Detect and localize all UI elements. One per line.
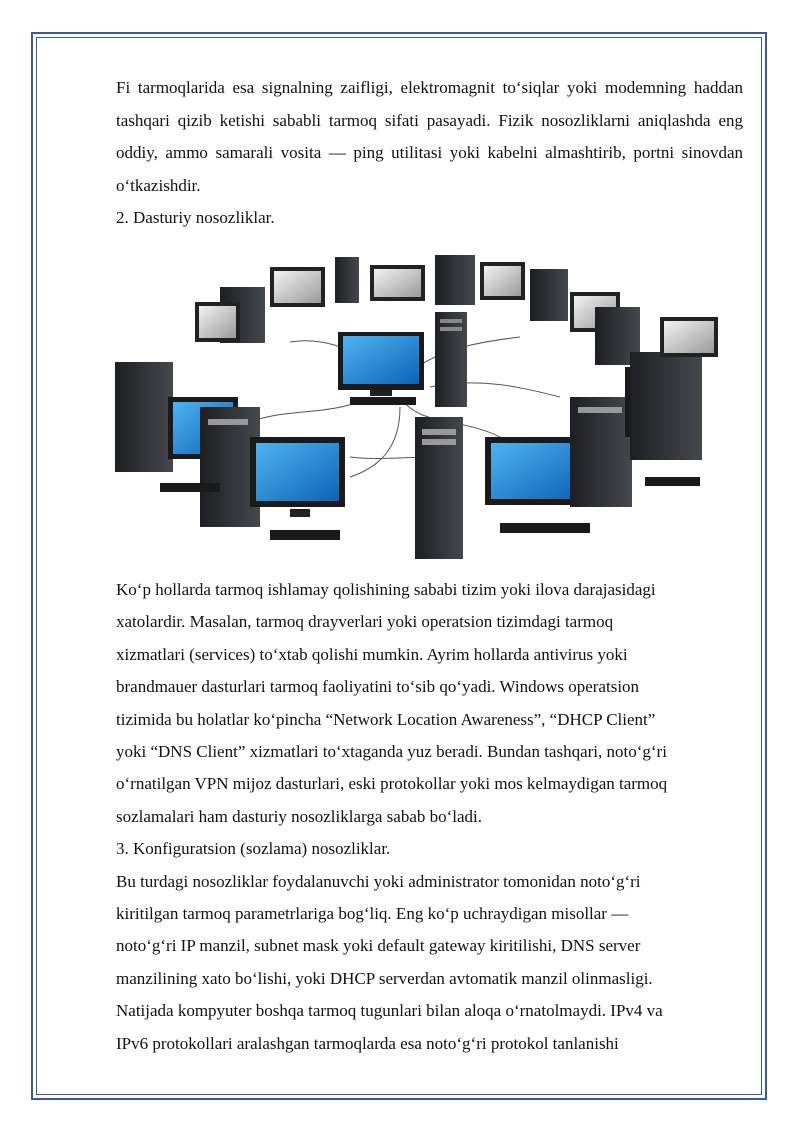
- heading-software-faults: 2. Dasturiy nosozliklar.: [116, 208, 275, 227]
- heading-config-faults: 3. Konfiguratsion (sozlama) nosozliklar.: [116, 839, 391, 859]
- paragraph-line: o‘rnatilgan VPN mijoz dasturlari, eski protokollar yoki mos kelmaydigan tarmoq: [116, 774, 668, 794]
- paragraph-line: manzilining xato bo‘lishi, yoki DHCP serverdan avtomatik manzil olinmasligi.: [116, 968, 653, 988]
- centre-computer: [338, 312, 467, 407]
- front-tower: [415, 417, 463, 559]
- paragraph-line: Ko‘p hollarda tarmoq ishlamay qolishining sababi tizim yoki ilova darajasidagi: [116, 580, 656, 599]
- paragraph-line: noto‘g‘ri IP manzil, subnet mask yoki default gateway kiritilishi, DNS server: [116, 936, 641, 956]
- paragraph-line: Bu turdagi nosozliklar foydalanuvchi yoki administrator tomonidan noto‘g‘ri: [116, 871, 641, 891]
- paragraph-intro: Fi tarmoqlarida esa signalning zaifligi, elektromagnit to‘siqlar yoki modemning haddan tashqari qizib ketishi sababli tarmoq sifati pasayadi. Fizik nosozliklarni aniqlashda eng oddiy, ammo samarali vosita — ping utilitasi yoki kabelni almashtirib, portni sinovdan o‘tkazishdir.: [116, 78, 743, 195]
- paragraph-line: kiritilgan tarmoq parametrlariga bog‘liq. Eng ko‘p uchraydigan misollar —: [116, 904, 629, 924]
- paragraph-line: xizmatlari (services) to‘xtab qolishi mumkin. Ayrim hollarda antivirus yoki: [116, 644, 628, 664]
- left-computers: [115, 362, 345, 540]
- paragraph-line: tizimida bu holatlar ko‘pincha “Network Location Awareness”, “DHCP Client”: [116, 709, 656, 729]
- paragraph-line: brandmauer dasturlari tarmoq faoliyatini to‘sib qo‘yadi. Windows operatsion: [116, 677, 640, 697]
- paragraph-line: sozlamalari ham dasturiy nosozliklarga sabab bo‘ladi.: [116, 806, 483, 826]
- page-content-lower: [116, 574, 743, 1060]
- page-content-top: [116, 72, 743, 234]
- network-computers-illustration: [100, 247, 720, 563]
- paragraph-line: IPv6 protokollari aralashgan tarmoqlarda esa noto‘g‘ri protokol tanlanishi: [116, 1033, 619, 1053]
- paragraph-line: xatolardir. Masalan, tarmoq drayverlari yoki operatsion tizimdagi tarmoq: [116, 612, 614, 632]
- paragraph-line: yoki “DNS Client” xizmatlari to‘xtaganda yuz beradi. Bundan tashqari, noto‘g‘ri: [116, 742, 667, 762]
- paragraph-line: Natijada kompyuter boshqa tarmoq tugunlari bilan aloqa o‘rnatolmaydi. IPv4 va: [116, 1001, 663, 1021]
